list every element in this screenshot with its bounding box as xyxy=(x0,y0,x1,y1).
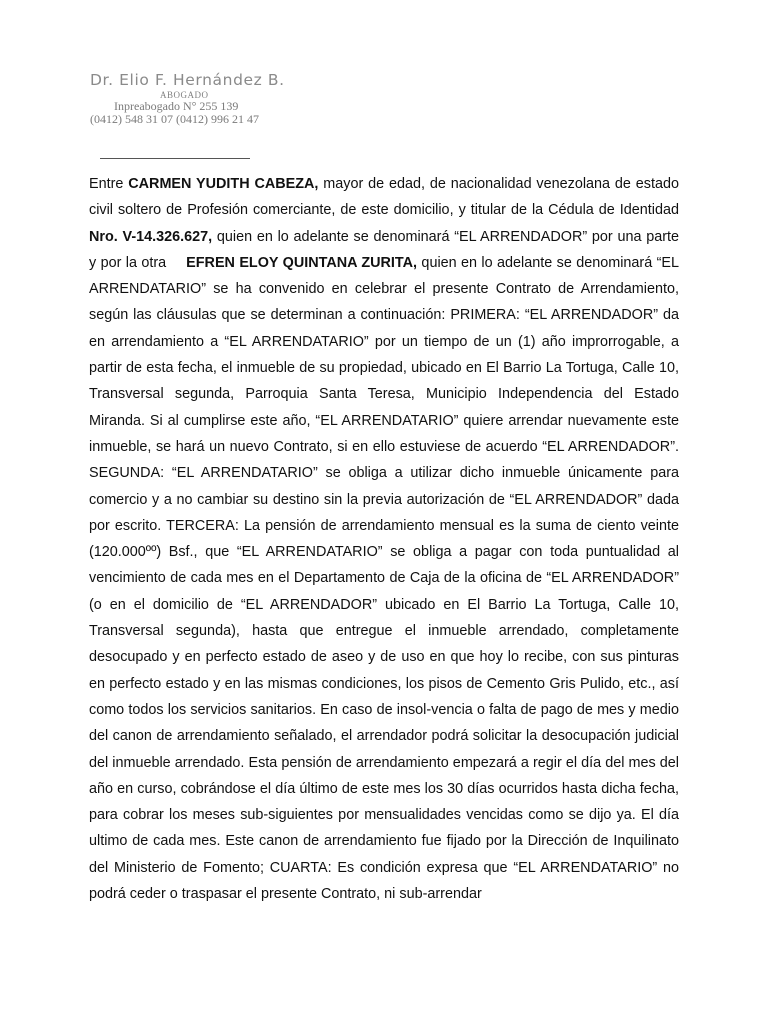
letterhead xyxy=(90,70,285,126)
contract-text-clauses: quien en lo adelante se denominará “EL ARRENDATARIO” se ha convenido en celebrar el presente Contrato de Arrendamiento, según las cláusulas que se determinan a continuación: PRIMERA: “EL ARRENDADOR” da en arrendamiento a “EL ARRENDATARIO” por un tiempo de un (1) año improrrogable, a partir de esta fecha, el inmueble de su propiedad, ubicado en El Barrio La Tortuga, Calle 10, Transversal segunda, Parroquia Santa Teresa, Municipio Independencia del Estado Miranda. Si al cumplirse este año, “EL ARRENDATARIO” quiere arrendar nuevamente este inmueble, se hará un nuevo Contrato, si en ello estuviese de acuerdo “EL ARRENDADOR”. SEGUNDA: “EL ARRENDATARIO” se obliga a utilizar dicho inmueble únicamente para comercio y a no cambiar su destino sin la previa autorización de “EL ARRENDADOR” dada por escrito. TERCERA: La pensión de arrendamiento mensual es la suma de ciento veinte (120.000ºº) Bsf., que “EL ARRENDATARIO” se obliga a pagar con toda puntualidad al vencimiento de cada mes en el Departamento de Caja de la oficina de “EL ARRENDADOR” (o en el domicilio de “EL ARRENDADOR” ubicado en El Barrio La Tortuga, Calle 10, Transversal segunda), hasta que entregue el inmueble arrendado, completamente desocupado y en perfecto estado de aseo y de uso en que hoy lo recibe, con sus pinturas en perfecto estado y en las mismas condiciones, los pisos de Cemento Gris Pulido, etc., así como todos los servicios sanitarios. En caso de insol-vencia o falta de pago de mes y medio del canon de arrendamiento señalado, el arrendador podrá solicitar la desocupación judicial del inmueble arrendado. Esta pensión de arrendamiento empezará a regir el día del mes del año en curso, cobrándose el día último de este mes los 30 días ocurridos hasta dicha fecha, para cobrar los meses sub-siguientes por mensualidades vencidas como se dijo ya. El día ultimo de cada mes. Este canon de arrendamiento fue fijado por la Dirección de Inquilinato del Ministerio de Fomento; CUARTA: Es condición expresa que “EL ARRENDATARIO” no podrá ceder o traspasar el presente Contrato, ni sub-arrendar xyxy=(89,254,679,903)
contract-body xyxy=(89,171,679,907)
inpreabogado-number: Inpreabogado N° 255 139 xyxy=(114,99,239,113)
contract-paragraph xyxy=(89,171,679,907)
arrendatario-name: EFREN ELOY QUINTANA ZURITA, xyxy=(186,254,418,271)
lawyer-name: Dr. Elio F. Hernández B. xyxy=(90,71,285,89)
header-divider xyxy=(100,158,250,159)
contract-text-arrendador-details: mayor de edad, de nacionalidad venezolana de estado civil soltero de Profesión comerciante, de este domicilio, y titular de la Cédula de Identidad xyxy=(89,176,679,219)
contract-text-denomination: quien en lo adelante se denominará “EL ARRENDADOR” por una parte y por la otra xyxy=(89,228,680,271)
lawyer-title: ABOGADO xyxy=(160,90,209,100)
phone-numbers: (0412) 548 31 07 (0412) 996 21 47 xyxy=(90,112,259,126)
contract-text-intro: Entre xyxy=(89,176,129,192)
arrendador-name: CARMEN YUDITH CABEZA, xyxy=(128,176,319,192)
cedula-number: Nro. V-14.326.627, xyxy=(89,228,213,245)
